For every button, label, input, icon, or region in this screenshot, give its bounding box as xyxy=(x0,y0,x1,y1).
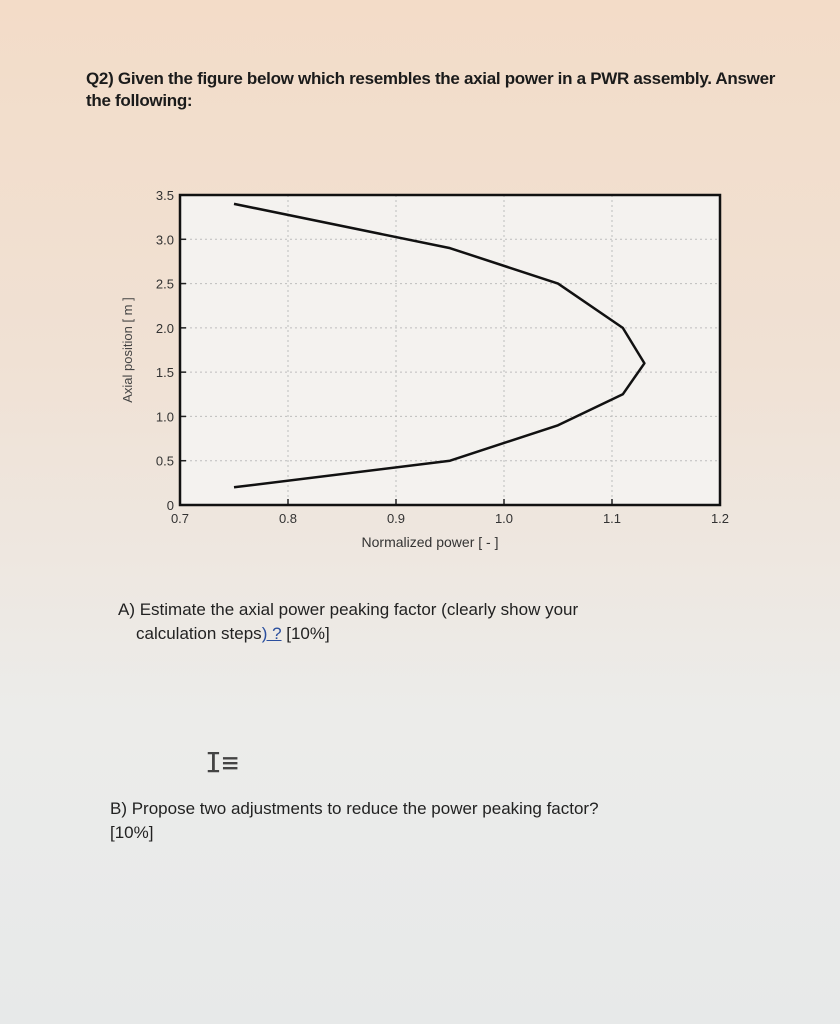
x-axis-label: Normalized power [ - ] xyxy=(361,534,499,550)
x-tick-label: 1.1 xyxy=(602,511,622,526)
part-a-line2 xyxy=(118,622,758,646)
question-body: Given the figure below which resembles the axial power in a PWR assembly. Answer the following: xyxy=(86,69,776,110)
x-tick-label: 0.7 xyxy=(170,511,190,526)
y-tick-label: 3.0 xyxy=(155,232,174,248)
x-tick-label: 1.2 xyxy=(710,511,730,526)
y-tick-label: 2.5 xyxy=(155,276,174,292)
y-tick-label: 1.0 xyxy=(155,409,174,425)
part-b-line1: B) Propose two adjustments to reduce the power peaking factor? xyxy=(110,799,599,818)
question-text xyxy=(86,68,776,112)
question-number: Q2) xyxy=(86,69,114,88)
y-tick-label: 2.0 xyxy=(155,320,174,336)
y-tick-label: 0 xyxy=(166,498,174,513)
part-a-question xyxy=(118,598,758,646)
part-a-link[interactable]: ) ? xyxy=(261,624,282,643)
part-b-line2: [10%] xyxy=(110,823,154,842)
x-tick-label: 1.0 xyxy=(494,511,514,526)
y-tick-label: 0.5 xyxy=(155,453,174,469)
x-tick-label: 0.8 xyxy=(278,511,298,526)
axial-power-chart xyxy=(110,180,750,570)
y-axis-label: Axial position [ m ] xyxy=(120,297,135,403)
part-a-line1: A) Estimate the axial power peaking factor (clearly show your xyxy=(118,600,579,619)
y-tick-label: 1.5 xyxy=(155,365,174,381)
y-tick-label: 3.5 xyxy=(155,188,174,203)
text-cursor-icon: I≡ xyxy=(205,746,239,779)
part-a-line2-text: calculation steps xyxy=(136,624,262,643)
x-tick-label: 0.9 xyxy=(386,511,406,526)
part-a-mark: [10%] xyxy=(281,624,330,643)
plot-background xyxy=(180,195,720,505)
part-b-question xyxy=(110,797,770,845)
